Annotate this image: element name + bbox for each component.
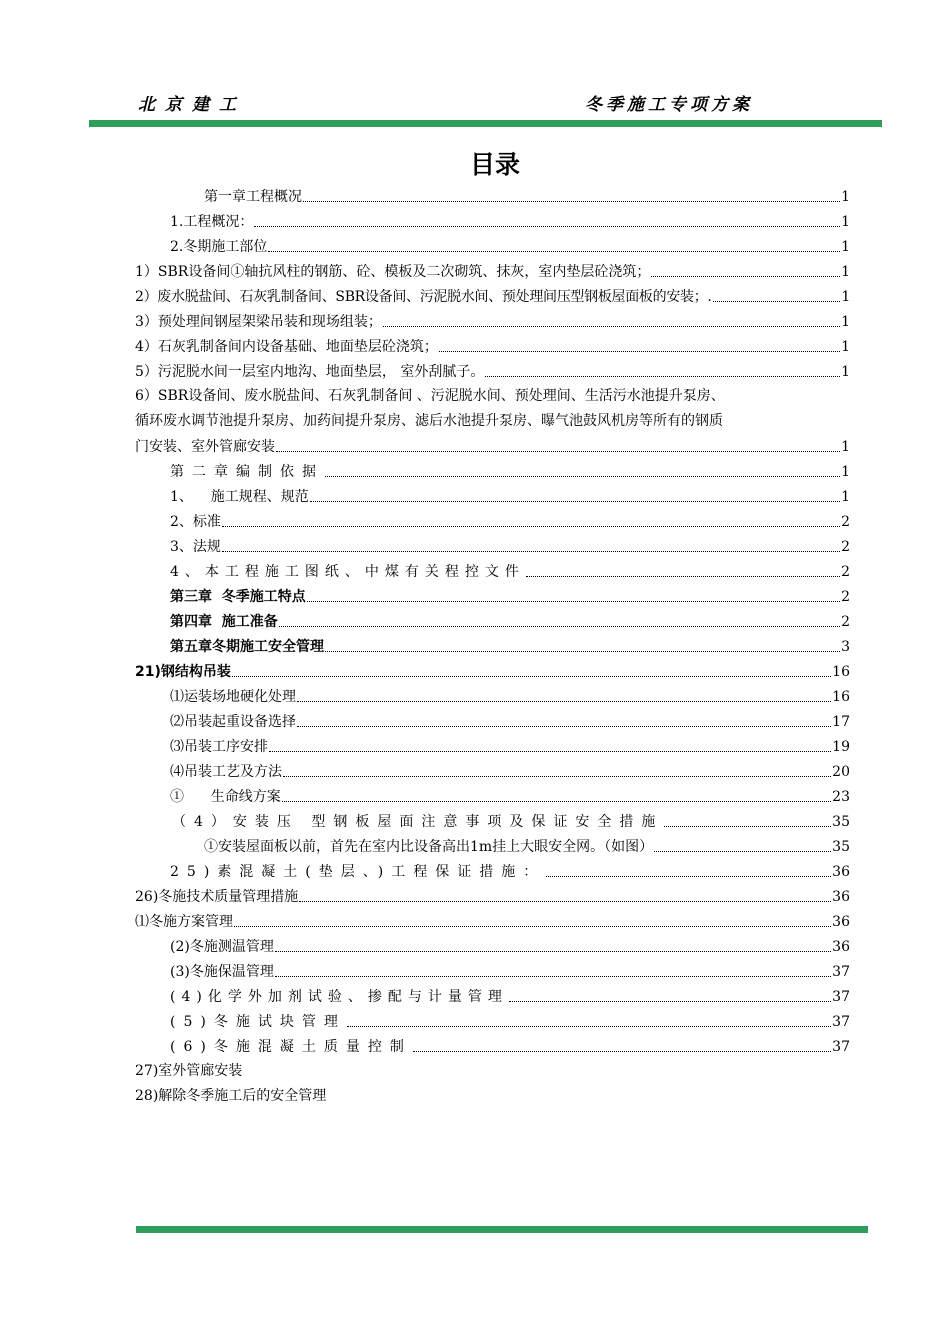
toc-entry[interactable]	[135, 434, 850, 456]
toc-entry-label: ⑶吊装工序安排	[170, 739, 268, 755]
toc-entry-label: (2)冬施测温管理	[170, 939, 274, 955]
toc-entry-label: 第五章冬期施工安全管理	[170, 639, 324, 655]
toc-entry-label: （4）安装压 型钢板屋面注意事项及保证安全措施	[172, 814, 664, 830]
toc-entry[interactable]	[170, 734, 850, 756]
toc-entry-text[interactable]: 6）SBR设备间、废水脱盐间、石灰乳制备间 、污泥脱水间、预处理间、生活污水池提升泵房、	[135, 388, 725, 404]
toc-entry-page: 1	[841, 239, 850, 255]
dot-leader	[307, 601, 840, 602]
toc-entry-page: 1	[841, 339, 850, 355]
toc-entry-page: 1	[841, 314, 850, 330]
toc-entry-page: 19	[832, 739, 850, 755]
dot-leader	[310, 501, 840, 502]
dot-leader	[299, 901, 831, 902]
dot-leader	[275, 976, 831, 977]
dot-leader	[234, 926, 831, 927]
toc-entry-label: 3、法规	[170, 539, 221, 555]
toc-entry-page: 2	[841, 564, 850, 580]
toc-entry-label: 2、标准	[170, 514, 221, 530]
toc-entry-page: 1	[841, 264, 850, 280]
toc-entry[interactable]	[135, 359, 850, 381]
toc-entry-label: 21)钢结构吊装	[135, 664, 231, 680]
header-document-title: 冬季施工专项方案	[585, 95, 753, 115]
toc-entry[interactable]	[135, 909, 850, 931]
toc-entry-label: 1、 施工规程、规范	[170, 489, 309, 505]
dot-leader	[509, 1001, 831, 1002]
toc-entry[interactable]	[170, 509, 850, 531]
toc-entry-page: 36	[832, 914, 850, 930]
toc-entry-page: 16	[832, 664, 850, 680]
toc-entry-page: 35	[832, 814, 850, 830]
toc-entry[interactable]	[135, 259, 850, 281]
toc-entry-text[interactable]: 循环废水调节池提升泵房、加药间提升泵房、滤后水池提升泵房、曝气池鼓风机房等所有的钢质	[135, 413, 723, 429]
dot-leader	[325, 651, 840, 652]
toc-entry-page: 17	[832, 714, 850, 730]
header-rule	[89, 120, 882, 127]
toc-entry[interactable]	[170, 934, 850, 956]
dot-leader	[254, 226, 840, 227]
toc-entry-label: (5)冬施试块管理	[170, 1014, 346, 1030]
toc-entry-label: 1.工程概况：	[170, 214, 254, 230]
dot-leader	[303, 201, 840, 202]
toc-entry[interactable]	[170, 234, 850, 256]
toc-entry-label: ①安装屋面板以前，首先在室内比设备高出1m挂上大眼安全网。（如图）	[204, 839, 654, 855]
toc-entry-page: 1	[841, 289, 850, 305]
toc-entry-label: ⑴冬施方案管理	[135, 914, 233, 930]
toc-entry-label: 门安装、室外管廊安装	[135, 439, 275, 455]
toc-entry[interactable]	[135, 309, 850, 331]
dot-leader	[347, 1026, 831, 1027]
toc-entry-label: 4、本工程施工图纸、中煤有关程控文件	[170, 564, 525, 580]
toc-entry[interactable]	[170, 984, 850, 1006]
dot-leader	[268, 251, 840, 252]
dot-leader	[713, 301, 841, 302]
toc-entry[interactable]	[135, 884, 850, 906]
dot-leader	[526, 576, 840, 577]
toc-entry[interactable]	[170, 559, 850, 581]
toc-entry-label: (3)冬施保温管理	[170, 964, 274, 980]
toc-entry[interactable]	[172, 809, 850, 831]
toc-entry-label: 第三章 冬季施工特点	[170, 589, 306, 605]
toc-entry-label: 3）预处理间钢屋架梁吊装和现场组装；	[135, 314, 382, 330]
dot-leader	[485, 376, 840, 377]
dot-leader	[222, 551, 840, 552]
toc-entry-page: 16	[832, 689, 850, 705]
dot-leader	[654, 851, 831, 852]
dot-leader	[297, 701, 831, 702]
toc-entry-label: ① 生命线方案	[170, 789, 281, 805]
dot-leader	[282, 801, 831, 802]
toc-entry-text[interactable]: 27)室外管廊安装	[135, 1063, 243, 1079]
dot-leader	[546, 876, 831, 877]
toc-entry-page: 1	[841, 364, 850, 380]
toc-entry-label: 5）污泥脱水间一层室内地沟、地面垫层， 室外刮腻子。	[135, 364, 485, 380]
toc-entry-label: 26)冬施技术质量管理措施	[135, 889, 299, 905]
toc-entry[interactable]	[170, 584, 850, 606]
toc-entry-page: 2	[841, 614, 850, 630]
toc-entry-page: 1	[841, 189, 850, 205]
toc-entry-page: 23	[832, 789, 850, 805]
toc-entry[interactable]	[135, 334, 850, 356]
toc-entry-page: 37	[832, 1039, 850, 1055]
toc-entry-page: 2	[841, 539, 850, 555]
toc-entry-page: 36	[832, 864, 850, 880]
toc-entry-page: 1	[841, 214, 850, 230]
toc-entry[interactable]	[170, 709, 850, 731]
dot-leader	[222, 526, 840, 527]
toc-entry-page: 20	[832, 764, 850, 780]
toc-entry-page: 37	[832, 1014, 850, 1030]
dot-leader	[664, 826, 831, 827]
toc-entry-page: 37	[832, 989, 850, 1005]
toc-entry[interactable]	[170, 634, 850, 656]
toc-entry-label: 25)素混凝土(垫层、)工程保证措施：	[170, 864, 546, 880]
dot-leader	[383, 326, 840, 327]
toc-entry[interactable]	[204, 184, 850, 206]
toc-entry[interactable]	[170, 209, 850, 231]
toc-entry-page: 37	[832, 964, 850, 980]
toc-entry-text[interactable]: 28)解除冬季施工后的安全管理	[135, 1088, 327, 1104]
dot-leader	[276, 451, 840, 452]
toc-entry-page: 36	[832, 939, 850, 955]
toc-entry[interactable]	[170, 459, 850, 481]
toc-entry-label: (4)化学外加剂试验、掺配与计量管理	[170, 989, 508, 1005]
toc-entry-label: ⑵吊装起重设备选择	[170, 714, 296, 730]
toc-entry[interactable]	[170, 784, 850, 806]
toc-entry-label: 第一章工程概况	[204, 189, 302, 205]
toc-entry-label: 第四章 施工准备	[170, 614, 278, 630]
toc-entry-page: 3	[841, 639, 850, 655]
toc-entry[interactable]	[170, 759, 850, 781]
toc-entry[interactable]	[170, 484, 850, 506]
toc-entry-page: 36	[832, 889, 850, 905]
toc-entry[interactable]	[170, 859, 850, 881]
header-company: 北京建工	[138, 95, 246, 115]
dot-leader	[232, 676, 831, 677]
toc-entry-page: 2	[841, 514, 850, 530]
toc-entry[interactable]	[135, 284, 850, 306]
toc-entry-label: 1）SBR设备间①轴抗风柱的钢筋、砼、模板及二次砌筑、抹灰，室内垫层砼浇筑；	[135, 264, 651, 280]
dot-leader	[297, 726, 831, 727]
dot-leader	[279, 626, 840, 627]
toc-entry-label: (6)冬施混凝土质量控制	[170, 1039, 412, 1055]
toc-entry[interactable]	[170, 1009, 850, 1031]
dot-leader	[325, 476, 840, 477]
dot-leader	[651, 276, 840, 277]
toc-entry-label: ⑷吊装工艺及方法	[170, 764, 282, 780]
dot-leader	[275, 951, 831, 952]
toc-entry-page: 35	[832, 839, 850, 855]
toc-entry[interactable]	[135, 659, 850, 681]
toc-entry[interactable]	[170, 534, 850, 556]
dot-leader	[413, 1051, 831, 1052]
toc-entry[interactable]	[204, 834, 850, 856]
toc-entry-label: 2）废水脱盐间、石灰乳制备间、SBR设备间、污泥脱水间、预处理间压型钢板屋面板的安装；.	[135, 289, 712, 305]
footer-rule	[136, 1226, 868, 1233]
toc-entry[interactable]	[170, 684, 850, 706]
dot-leader	[283, 776, 831, 777]
dot-leader	[439, 351, 840, 352]
toc-entry-page: 1	[841, 464, 850, 480]
toc-entry[interactable]	[170, 1034, 850, 1056]
toc-entry-label: 第二章编制依据	[170, 464, 324, 480]
toc-entry-page: 2	[841, 589, 850, 605]
toc-entry[interactable]	[170, 959, 850, 981]
toc-entry-label: 2.冬期施工部位	[170, 239, 268, 255]
dot-leader	[269, 751, 831, 752]
toc-entry[interactable]	[170, 609, 850, 631]
toc-entry-page: 1	[841, 439, 850, 455]
toc-entry-label: 4）石灰乳制备间内设备基础、地面垫层砼浇筑；	[135, 339, 438, 355]
page-title: 目录	[469, 150, 520, 179]
toc-entry-label: ⑴运装场地硬化处理	[170, 689, 296, 705]
toc-entry-page: 1	[841, 489, 850, 505]
